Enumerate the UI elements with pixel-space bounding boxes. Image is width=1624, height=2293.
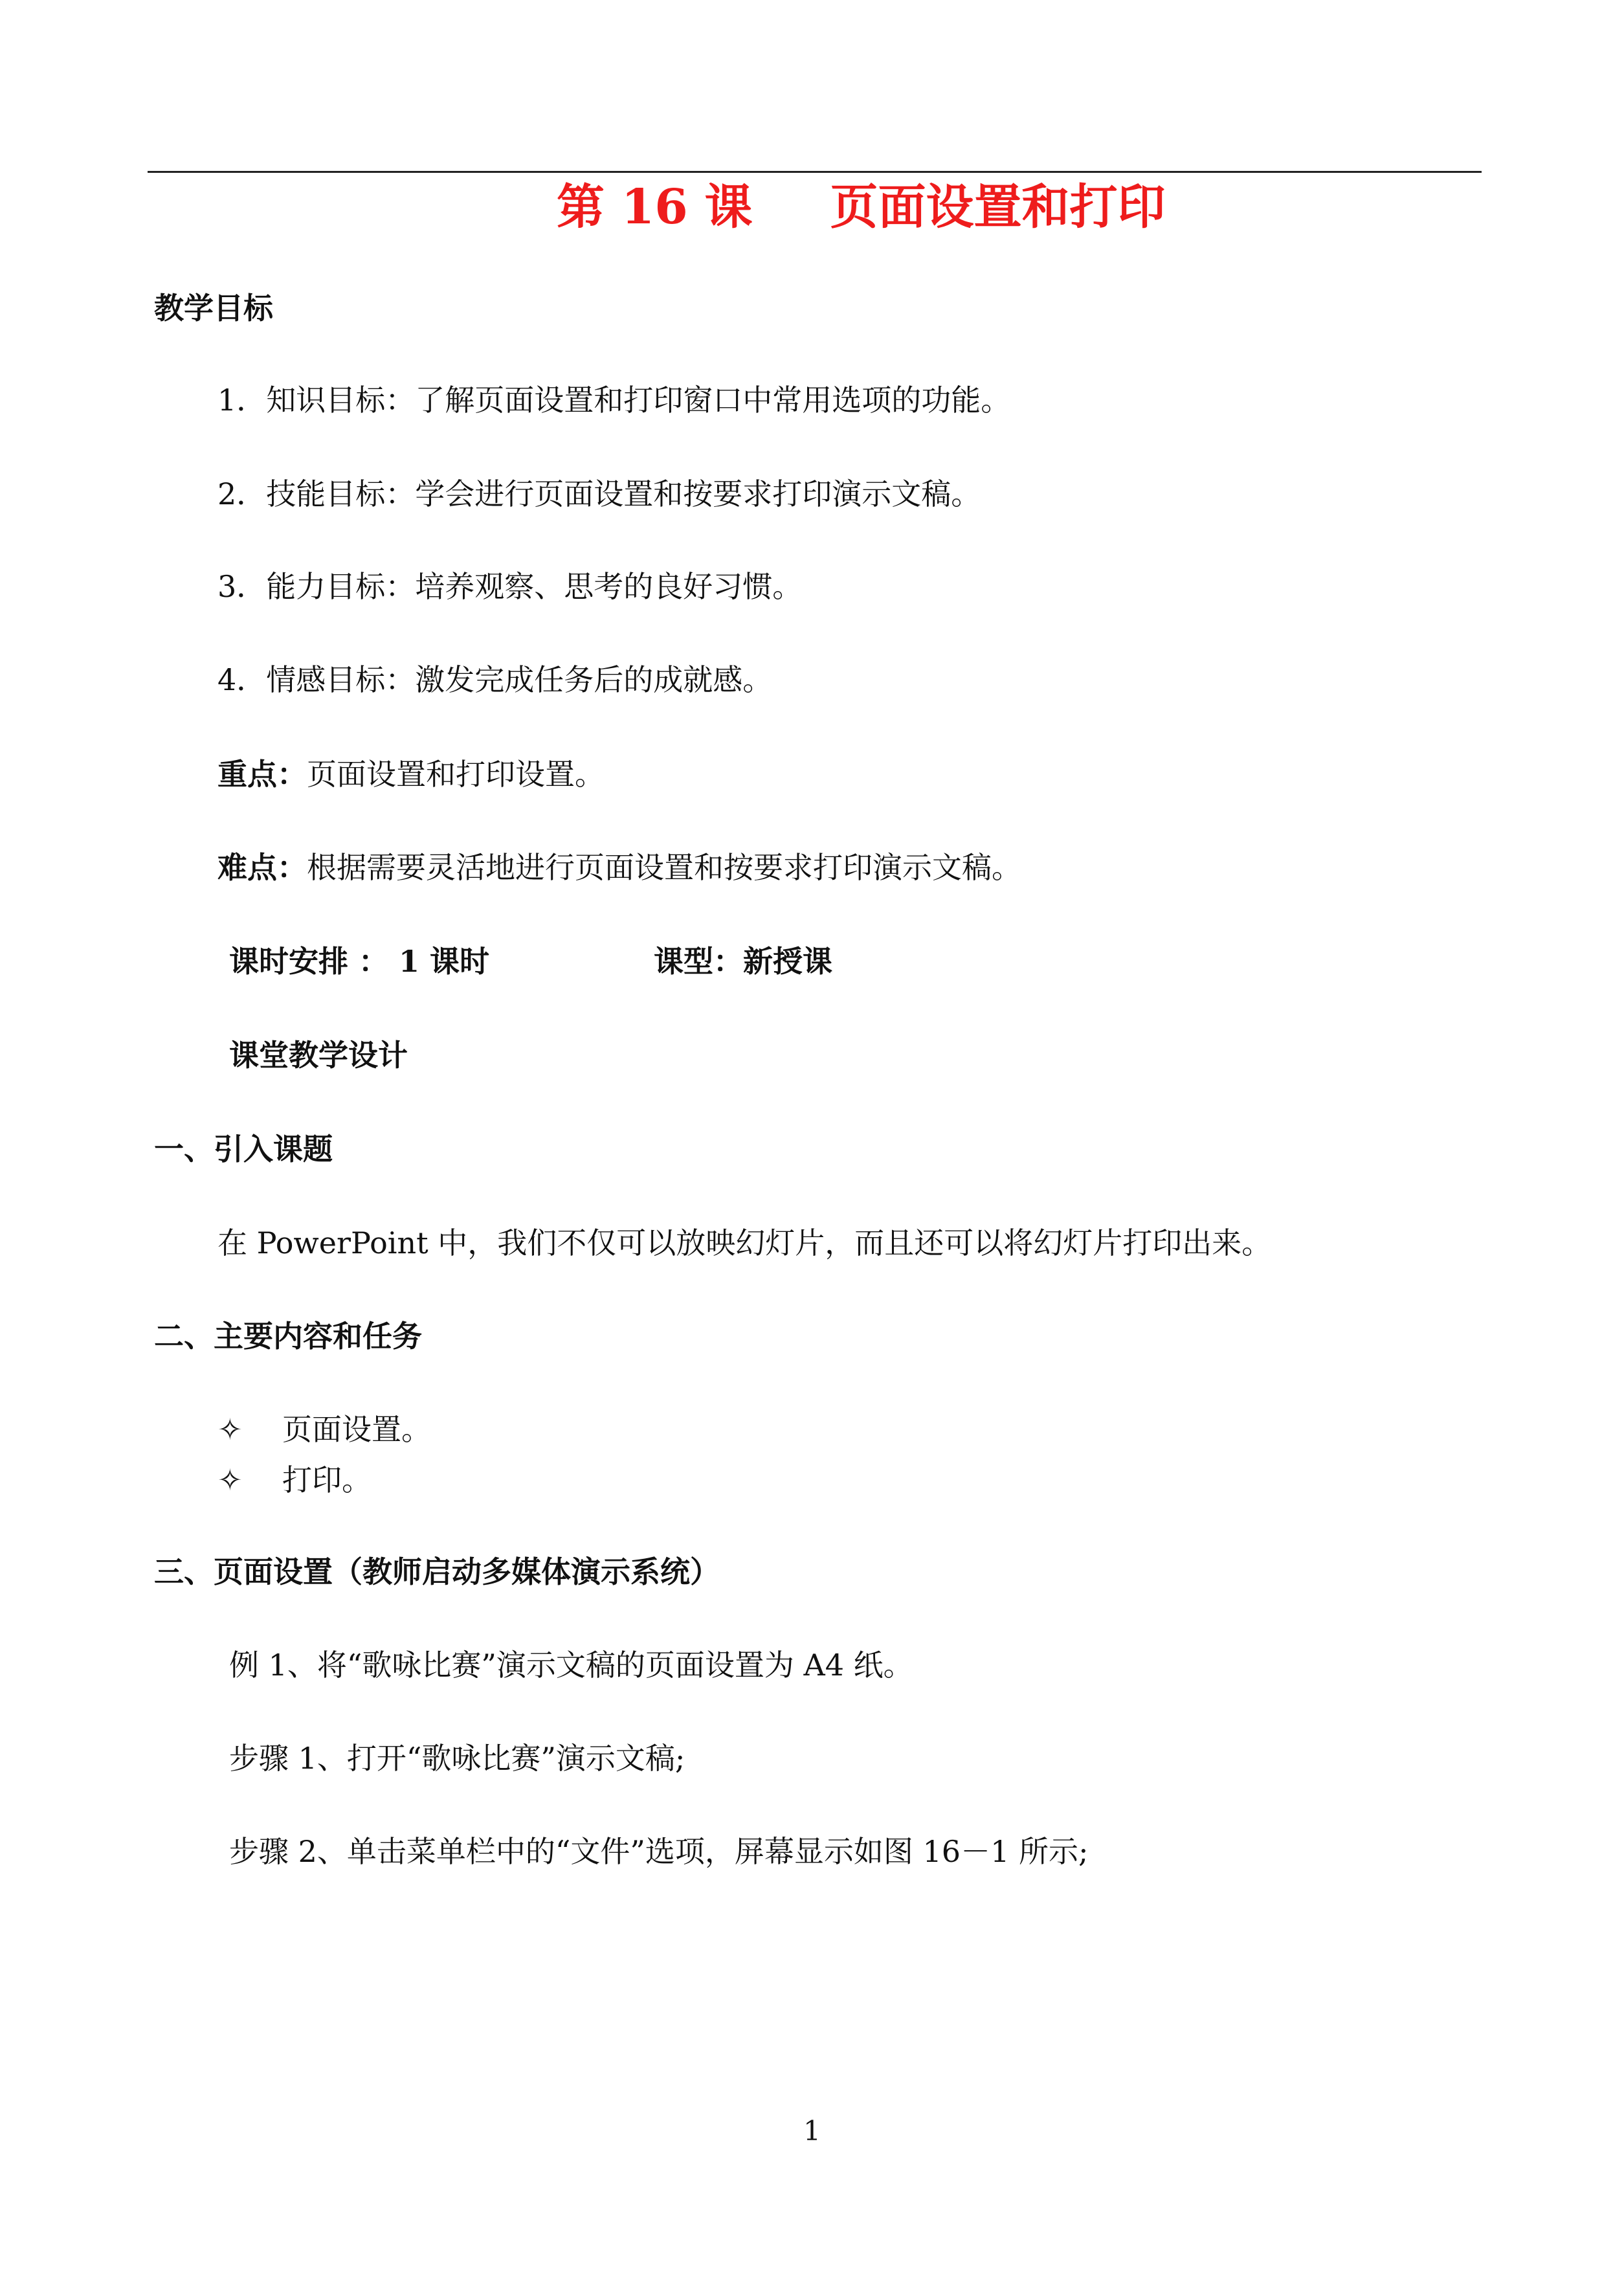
difficulty-label: 难点：	[217, 850, 307, 885]
difficulty-text: 根据需要灵活地进行页面设置和按要求打印演示文稿。	[307, 850, 1021, 885]
list-item	[217, 1410, 431, 1449]
bullet-icon: ✧	[217, 1412, 243, 1447]
key-point-label: 重点：	[217, 757, 307, 792]
objective-item: 2．技能目标：学会进行页面设置和按要求打印演示文稿。	[217, 476, 981, 511]
lesson-title	[557, 175, 1166, 240]
objectives-heading: 教学目标	[154, 291, 273, 326]
step-line: 步骤 2、单击菜单栏中的“文件”选项，屏幕显示如图 16－1 所示;	[229, 1834, 1089, 1869]
step-line: 步骤 1、打开“歌咏比赛”演示文稿;	[229, 1741, 685, 1776]
difficulty	[217, 848, 1021, 887]
list-item-text: 页面设置。	[282, 1412, 431, 1447]
list-item-text: 打印。	[282, 1462, 372, 1497]
objective-item: 4．情感目标：激发完成任务后的成就感。	[217, 662, 773, 697]
key-point-text: 页面设置和打印设置。	[307, 757, 605, 792]
page-number: 1	[803, 2115, 821, 2147]
section-heading: 一、引入课题	[154, 1132, 333, 1167]
schedule-hours: 课时安排 ： 1 课时	[229, 944, 490, 979]
objective-item: 1．知识目标：了解页面设置和打印窗口中常用选项的功能。	[217, 383, 1011, 418]
schedule-type: 课型：新授课	[654, 944, 832, 979]
example-line: 例 1、将“歌咏比赛”演示文稿的页面设置为 A4 纸。	[229, 1648, 913, 1683]
list-item	[217, 1460, 372, 1499]
section-heading: 二、主要内容和任务	[154, 1319, 422, 1354]
lesson-name: 页面设置和打印	[830, 179, 1166, 235]
lesson-number: 第 16 课	[557, 179, 753, 235]
bullet-icon: ✧	[217, 1462, 243, 1497]
section-heading: 三、页面设置（教师启动多媒体演示系统）	[154, 1554, 720, 1589]
objective-item: 3．能力目标：培养观察、思考的良好习惯。	[217, 569, 803, 604]
design-heading: 课堂教学设计	[229, 1038, 408, 1073]
key-point	[217, 755, 605, 794]
header-rule	[148, 171, 1482, 173]
section-text: 在 PowerPoint 中，我们不仅可以放映幻灯片，而且还可以将幻灯片打印出来。	[217, 1225, 1272, 1260]
